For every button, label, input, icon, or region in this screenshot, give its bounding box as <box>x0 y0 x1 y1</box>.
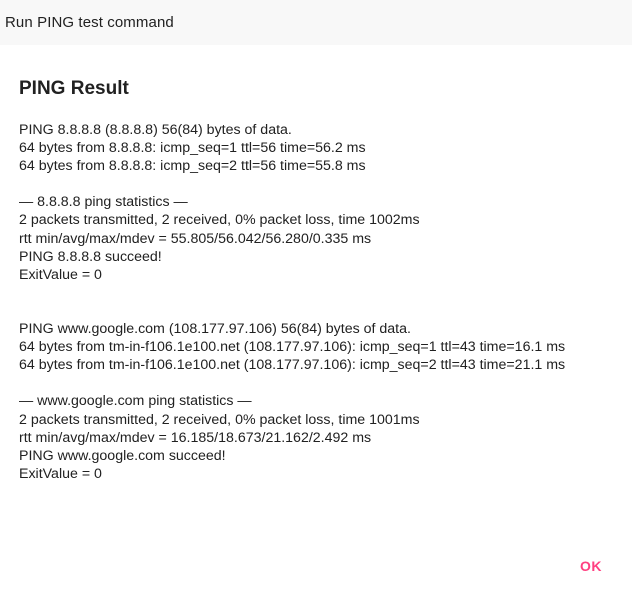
ping-output <box>19 121 624 483</box>
output-line <box>19 374 624 392</box>
output-line: 2 packets transmitted, 2 received, 0% packet loss, time 1001ms <box>19 411 420 428</box>
output-line: PING 8.8.8.8 succeed! <box>19 248 162 265</box>
output-line: ExitValue = 0 <box>19 465 102 482</box>
output-line: 64 bytes from 8.8.8.8: icmp_seq=1 ttl=56 time=56.2 ms <box>19 140 366 157</box>
output-line <box>19 175 624 193</box>
output-line <box>19 302 624 320</box>
output-line: PING 8.8.8.8 (8.8.8.8) 56(84) bytes of data. <box>19 122 292 138</box>
output-line: PING www.google.com succeed! <box>19 447 226 464</box>
output-line <box>19 284 624 302</box>
output-line: 64 bytes from tm-in-f106.1e100.net (108.177.97.106): icmp_seq=1 ttl=43 time=16.1 ms <box>19 339 566 356</box>
ping-result-dialog <box>0 45 632 590</box>
output-line: 64 bytes from tm-in-f106.1e100.net (108.177.97.106): icmp_seq=2 ttl=43 time=21.1 ms <box>19 357 566 374</box>
output-line: rtt min/avg/max/mdev = 16.185/18.673/21.162/2.492 ms <box>19 429 372 446</box>
output-line: 64 bytes from 8.8.8.8: icmp_seq=2 ttl=56 time=55.8 ms <box>19 158 366 175</box>
window-title: Run PING test command <box>5 14 174 31</box>
output-line: ExitValue = 0 <box>19 266 102 283</box>
output-line: — 8.8.8.8 ping statistics — <box>19 194 188 211</box>
output-line: — www.google.com ping statistics — <box>19 393 252 410</box>
output-line: 2 packets transmitted, 2 received, 0% packet loss, time 1002ms <box>19 212 420 229</box>
output-line: rtt min/avg/max/mdev = 55.805/56.042/56.280/0.335 ms <box>19 230 372 247</box>
ok-button[interactable]: OK <box>580 558 602 574</box>
dialog-title: PING Result <box>19 78 129 99</box>
window-titlebar <box>0 0 632 45</box>
output-line: PING www.google.com (108.177.97.106) 56(84) bytes of data. <box>19 321 411 338</box>
